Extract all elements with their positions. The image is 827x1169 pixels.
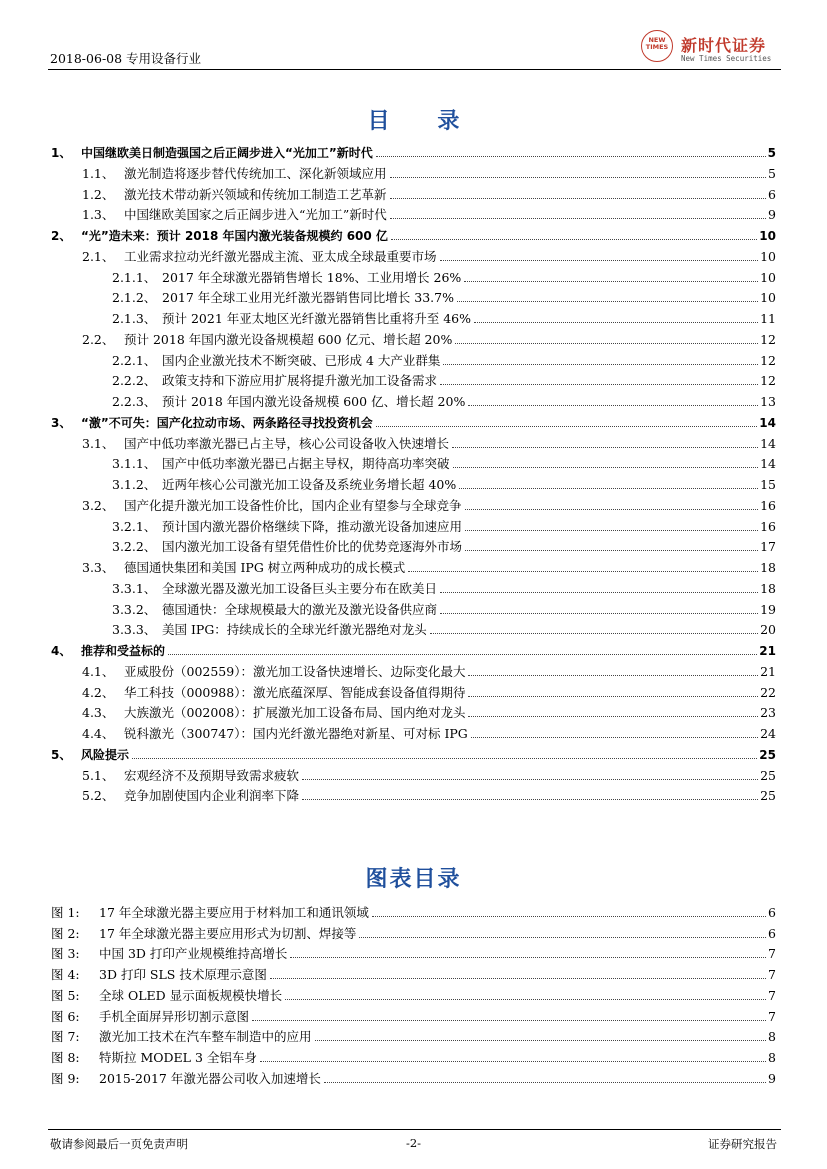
toc-entry-title: 国产中低功率激光器已占据主导权，期待高功率突破	[162, 456, 450, 472]
dot-leader	[315, 1040, 767, 1041]
toc-entry-page: 16	[760, 518, 776, 534]
dot-leader	[302, 779, 758, 780]
toc-entry[interactable]	[112, 351, 776, 369]
header-divider	[48, 69, 781, 70]
figure-entry-number: 图 7:	[51, 1029, 80, 1045]
toc-entry-number: 3.1、	[82, 435, 115, 451]
figure-entry[interactable]	[51, 924, 776, 942]
toc-entry-page: 17	[760, 539, 776, 555]
toc-entry[interactable]	[82, 185, 776, 203]
toc-entry-title: 推荐和受益标的	[81, 644, 166, 658]
toc-entry[interactable]	[112, 537, 776, 555]
dot-leader	[468, 405, 758, 406]
dot-leader	[376, 156, 766, 157]
toc-entry-number: 1、	[51, 146, 72, 160]
figure-entry-title: 2015-2017 年激光器公司收入加速增长	[99, 1070, 321, 1086]
dot-leader	[468, 675, 758, 676]
toc-entry[interactable]	[51, 143, 776, 161]
toc-entry-number: 3.3.3、	[112, 622, 157, 638]
figure-entry-number: 图 1:	[51, 905, 80, 920]
toc-entry-page: 5	[767, 146, 776, 160]
figure-entry-title: 特斯拉 MODEL 3 全铝车身	[99, 1049, 257, 1065]
toc-entry-number: 3.3、	[82, 560, 115, 575]
toc-entry-page: 14	[760, 456, 776, 472]
toc-entry-number: 2.2.1、	[112, 352, 157, 368]
dot-leader	[270, 978, 766, 979]
toc-entry-number: 5.2、	[82, 788, 115, 804]
toc-entry-title: 风险提示	[81, 747, 130, 762]
figure-entry[interactable]	[51, 1069, 776, 1087]
figure-entry-title: 手机全面屏异形切割示意图	[99, 1008, 250, 1024]
figure-entry-page: 8	[768, 1029, 776, 1045]
toc-entry-page: 10	[760, 248, 776, 264]
figure-entry[interactable]	[51, 1027, 776, 1045]
toc-entry-number: 4.1、	[82, 663, 115, 679]
toc-entry[interactable]	[82, 496, 776, 514]
toc-entry-number: 4.3、	[82, 705, 115, 721]
figure-entry-page: 7	[768, 987, 776, 1003]
dot-leader	[459, 488, 758, 489]
company-logo	[641, 30, 781, 70]
figure-entry[interactable]	[51, 944, 776, 962]
toc-entry[interactable]	[82, 724, 776, 742]
toc-entry-title: 亚威股份（002559）：激光加工设备快速增长、边际变化最大	[124, 663, 466, 679]
toc-entry-title: 锐科激光（300747）：国内光纤激光器绝对新星、可对标 IPG	[124, 726, 468, 741]
dot-leader	[452, 447, 758, 448]
figure-entry-number: 图 6:	[51, 1008, 80, 1024]
dot-leader	[465, 530, 758, 531]
toc-entry-page: 18	[760, 580, 776, 596]
figure-entry-page: 7	[768, 1008, 776, 1024]
toc-entry[interactable]	[51, 641, 776, 659]
dot-leader	[359, 937, 766, 938]
toc-entry-page: 10	[760, 269, 776, 285]
dot-leader	[471, 737, 758, 738]
toc-entry-title: 预计 2018 年国内激光设备规模超 600 亿元、增长超 20%	[124, 331, 453, 347]
toc-entry-page: 21	[760, 663, 776, 679]
toc-entry-page: 21	[759, 644, 776, 658]
toc-entry-title: 政策支持和下游应用扩展将提升激光加工设备需求	[162, 373, 438, 389]
page-number: -2-	[405, 1136, 422, 1150]
toc-entry-number: 2.2.3、	[112, 394, 157, 409]
toc-entry[interactable]	[112, 371, 776, 389]
dot-leader	[290, 957, 766, 958]
toc-entry-number: 3、	[51, 415, 72, 430]
toc-entry-number: 1.3、	[82, 207, 115, 223]
toc-entry-title: 预计 2021 年亚太地区光纤激光器销售比重将升至 46%	[162, 311, 472, 326]
toc-entry-title: 激光制造将逐步替代传统加工、深化新领域应用	[124, 165, 387, 181]
dot-leader	[390, 218, 766, 219]
toc-title: 目 录	[367, 109, 480, 134]
toc-entry-page: 12	[760, 331, 776, 347]
figure-entry-page: 6	[768, 925, 776, 941]
figure-entry-number: 图 5:	[51, 987, 80, 1003]
toc-entry[interactable]	[82, 703, 776, 721]
toc-entry-page: 22	[760, 684, 776, 700]
toc-entry[interactable]	[112, 620, 776, 638]
figure-entry[interactable]	[51, 1048, 776, 1066]
figure-entry-title: 17 年全球激光器主要应用形式为切割、焊接等	[99, 925, 357, 941]
toc-entry-number: 2.1.1、	[112, 269, 157, 285]
dot-leader	[457, 301, 758, 302]
toc-entry-number: 2.2、	[82, 331, 115, 347]
figure-entry[interactable]	[51, 965, 776, 983]
toc-entry[interactable]	[112, 392, 776, 410]
toc-entry-number: 2、	[51, 229, 72, 243]
toc-entry-page: 18	[760, 560, 776, 575]
toc-entry[interactable]	[112, 454, 776, 472]
toc-entry-page: 12	[760, 352, 776, 368]
figure-entry-number: 图 9:	[51, 1070, 80, 1086]
toc-entry[interactable]	[82, 662, 776, 680]
toc-entry-number: 4.2、	[82, 684, 115, 700]
logo-chinese-name: 新时代证券	[681, 36, 767, 55]
toc-entry-page: 13	[760, 394, 776, 409]
toc-entry-page: 25	[760, 788, 776, 804]
toc-entry-page: 16	[760, 497, 776, 513]
toc-entry[interactable]	[82, 247, 776, 265]
figure-entry-page: 8	[768, 1049, 776, 1065]
figure-entry-page: 6	[768, 905, 776, 920]
toc-entry-number: 3.2、	[82, 497, 115, 513]
toc-entry[interactable]	[112, 309, 776, 327]
toc-entry-title: 预计 2018 年国内激光设备规模 600 亿、增长超 20%	[162, 394, 466, 409]
toc-entry[interactable]	[82, 434, 776, 452]
figure-entry-number: 图 2:	[51, 925, 80, 941]
toc-entry-title: 2017 年全球激光器销售增长 18%、工业用增长 26%	[162, 269, 462, 285]
toc-entry-number: 2.1、	[82, 248, 115, 264]
dot-leader	[302, 799, 758, 800]
toc-entry-title: 美国 IPG：持续成长的全球光纤激光器绝对龙头	[162, 622, 427, 638]
dot-leader	[440, 260, 759, 261]
dot-leader	[430, 633, 758, 634]
dot-leader	[453, 467, 759, 468]
dot-leader	[372, 916, 766, 917]
toc-entry-page: 24	[760, 726, 776, 741]
toc-entry-page: 12	[760, 373, 776, 389]
toc-entry-page: 5	[768, 165, 776, 181]
toc-entry[interactable]	[82, 330, 776, 348]
toc-entry[interactable]	[51, 745, 776, 763]
toc-entry[interactable]	[82, 164, 776, 182]
dot-leader	[440, 592, 758, 593]
dot-leader	[468, 696, 758, 697]
dot-leader	[252, 1020, 766, 1021]
toc-entry-number: 3.2.1、	[112, 518, 157, 534]
toc-entry-page: 14	[759, 415, 776, 430]
figure-entry-number: 图 8:	[51, 1049, 80, 1065]
toc-entry-title: 工业需求拉动光纤激光器成主流、亚太成全球最重要市场	[124, 248, 437, 264]
figure-entry-page: 7	[768, 967, 776, 983]
dot-leader	[474, 322, 758, 323]
toc-entry[interactable]	[51, 413, 776, 431]
dot-leader	[464, 281, 758, 282]
toc-entry-title: 德国通快：全球规模最大的激光及激光设备供应商	[162, 601, 438, 617]
toc-entry-title: 宏观经济不及预期导致需求疲软	[124, 767, 300, 783]
toc-entry-title: 激光技术带动新兴领域和传统加工制造工艺革新	[124, 186, 387, 202]
dot-leader	[391, 239, 757, 240]
toc-entry[interactable]	[112, 475, 776, 493]
dot-leader	[132, 758, 757, 759]
toc-entry-title: 大族激光（002008）：扩展激光加工设备布局、国内绝对龙头	[124, 705, 466, 721]
toc-entry-number: 1.2、	[82, 186, 115, 202]
toc-entry-page: 15	[760, 477, 776, 492]
toc-entry-number: 3.1.1、	[112, 456, 157, 472]
toc-entry-page: 25	[760, 767, 776, 783]
toc-entry[interactable]	[112, 579, 776, 597]
toc-entry-page: 23	[760, 705, 776, 721]
figure-entry[interactable]	[51, 903, 776, 921]
toc-entry-number: 3.2.2、	[112, 539, 157, 555]
dot-leader	[443, 364, 758, 365]
toc-entry[interactable]	[112, 288, 776, 306]
dot-leader	[260, 1061, 766, 1062]
toc-entry-title: 全球激光器及激光加工设备巨头主要分布在欧美日	[162, 580, 438, 596]
toc-entry-page: 10	[760, 290, 776, 306]
figure-entry-title: 激光加工技术在汽车整车制造中的应用	[99, 1029, 312, 1045]
toc-entry-number: 1.1、	[82, 165, 115, 181]
dot-leader	[390, 198, 767, 199]
toc-entry-title: 德国通快集团和美国 IPG 树立两种成功的成长模式	[124, 560, 406, 575]
figure-entry-number: 图 3:	[51, 946, 80, 962]
toc-entry-number: 2.1.2、	[112, 290, 157, 306]
figure-entry-page: 9	[768, 1070, 776, 1086]
dot-leader	[408, 571, 758, 572]
toc-entry-number: 3.3.1、	[112, 580, 157, 596]
dot-leader	[168, 654, 757, 655]
toc-entry-title: 竞争加剧使国内企业利润率下降	[124, 788, 300, 804]
figure-entry[interactable]	[51, 1007, 776, 1025]
dot-leader	[376, 426, 758, 427]
toc-entry-page: 25	[759, 747, 776, 762]
toc-entry-title: 预计国内激光器价格继续下降，推动激光设备加速应用	[162, 518, 463, 534]
toc-entry-page: 9	[768, 207, 776, 223]
toc-entry-number: 5.1、	[82, 767, 115, 783]
toc-entry-page: 14	[760, 435, 776, 451]
toc-entry[interactable]	[82, 558, 776, 576]
figure-entry-title: 全球 OLED 显示面板规模快增长	[99, 987, 283, 1003]
toc-entry-title: 国产化提升激光加工设备性价比，国内企业有望参与全球竞争	[124, 497, 462, 513]
figure-entry-title: 3D 打印 SLS 技术原理示意图	[99, 967, 267, 983]
footer-divider	[48, 1129, 781, 1130]
dot-leader	[390, 177, 767, 178]
dot-leader	[465, 509, 759, 510]
toc-entry[interactable]	[112, 517, 776, 535]
footer-report-type: 证券研究报告	[708, 1137, 777, 1151]
toc-entry[interactable]	[82, 683, 776, 701]
toc-entry-title: 华工科技（000988）：激光底蕴深厚、智能成套设备值得期待	[124, 684, 466, 700]
toc-entry-page: 10	[759, 229, 776, 243]
figure-entry-title: 17 年全球激光器主要应用于材料加工和通讯领域	[99, 905, 369, 920]
toc-entry-title: 中国继欧美国家之后正阔步进入“光加工”新时代	[124, 207, 387, 223]
toc-entry-page: 19	[760, 601, 776, 617]
toc-entry-number: 5、	[51, 747, 72, 762]
toc-entry-page: 20	[760, 622, 776, 638]
figure-entry-page: 7	[768, 946, 776, 962]
dot-leader	[440, 384, 758, 385]
dot-leader	[468, 716, 758, 717]
figure-entry[interactable]	[51, 986, 776, 1004]
toc-entry[interactable]	[82, 205, 776, 223]
dot-leader	[440, 613, 758, 614]
toc-entry-number: 3.1.2、	[112, 477, 157, 492]
toc-entry-page: 11	[760, 311, 776, 326]
dot-leader	[285, 999, 766, 1000]
toc-entry-title: 国产中低功率激光器已占主导，核心公司设备收入快速增长	[124, 435, 450, 451]
toc-entry-number: 4.4、	[82, 726, 115, 741]
toc-entry[interactable]	[82, 766, 776, 784]
toc-entry-title: 中国继欧美日制造强国之后正阔步进入“光加工”新时代	[81, 146, 373, 160]
toc-entry-title: 2017 年全球工业用光纤激光器销售同比增长 33.7%	[162, 290, 454, 306]
logo-english-name: New Times Securities	[681, 54, 772, 63]
toc-entry-title: “激”不可失：国产化拉动市场、两条路径寻找投资机会	[81, 415, 373, 430]
dot-leader	[465, 550, 758, 551]
logo-mark-icon: NEW TIMES	[641, 30, 673, 62]
toc-entry-number: 2.2.2、	[112, 373, 157, 389]
figure-entry-number: 图 4:	[51, 967, 80, 983]
toc-entry-title: 近两年核心公司激光加工设备及系统业务增长超 40%	[162, 477, 457, 492]
toc-entry[interactable]	[51, 226, 776, 244]
dot-leader	[324, 1082, 766, 1083]
toc-entry-page: 6	[768, 186, 776, 202]
toc-entry-title: “光”造未来：预计 2018 年国内激光装备规模约 600 亿	[81, 229, 388, 243]
toc-entry-title: 国内企业激光技术不断突破、已形成 4 大产业群集	[162, 352, 441, 368]
toc-entry[interactable]	[82, 786, 776, 804]
toc-entry-title: 国内激光加工设备有望凭借性价比的优势竞逐海外市场	[162, 539, 463, 555]
toc-entry-number: 2.1.3、	[112, 311, 157, 326]
figure-entry-title: 中国 3D 打印产业规模维持高增长	[99, 946, 288, 962]
figures-title: 图表目录	[365, 867, 462, 892]
toc-entry-number: 3.3.2、	[112, 601, 157, 617]
header-date-industry: 2018-06-08 专用设备行业	[50, 51, 202, 66]
footer-disclaimer: 敬请参阅最后一页免责声明	[50, 1137, 188, 1151]
dot-leader	[455, 343, 758, 344]
toc-entry[interactable]	[112, 600, 776, 618]
toc-entry-number: 4、	[51, 644, 72, 658]
toc-entry[interactable]	[112, 268, 776, 286]
